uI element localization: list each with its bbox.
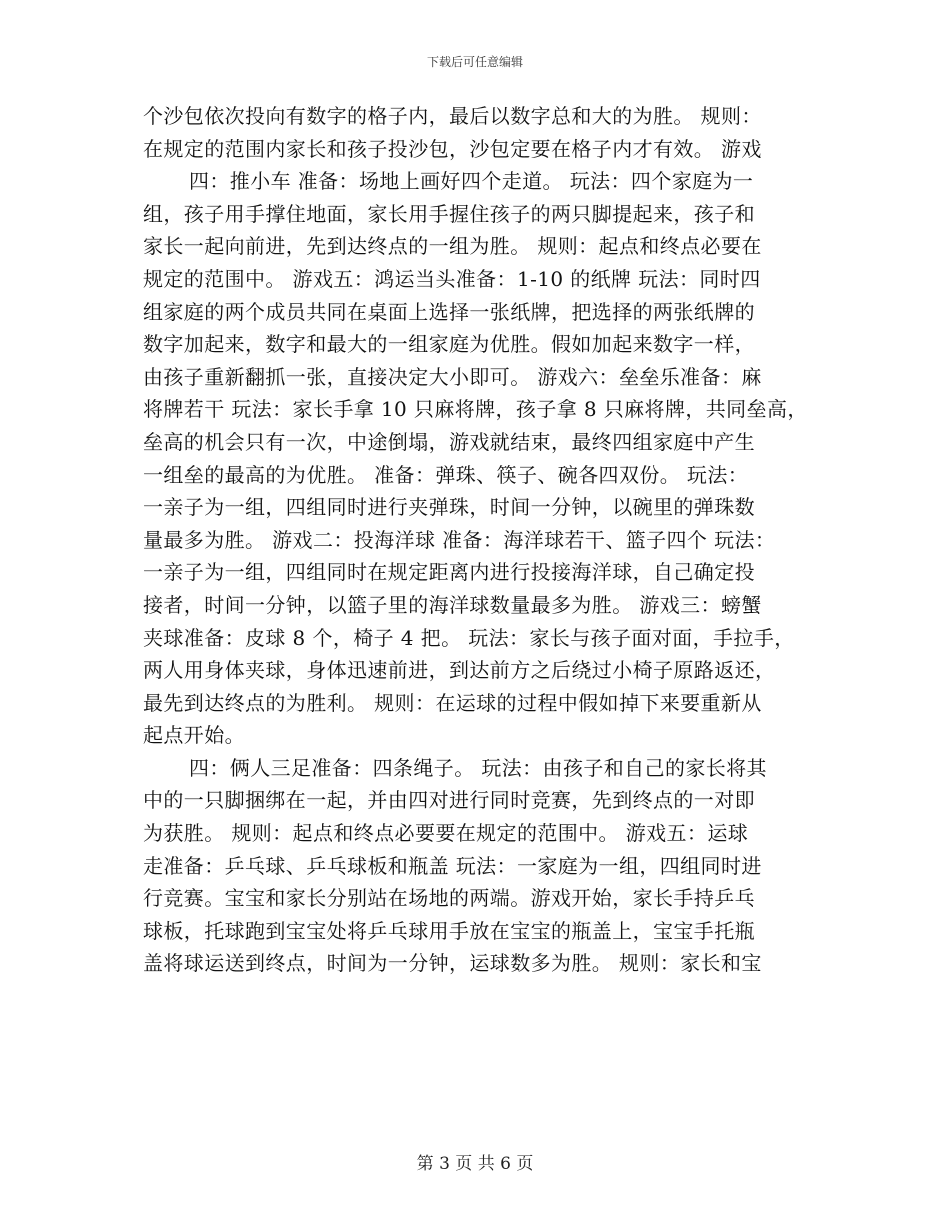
text-line: 为获胜。 规则：起点和终点必要要在规定的范围中。 游戏五：运球 bbox=[143, 821, 749, 846]
text-line: 四：俩人三足准备：四条绳子。 玩法：由孩子和自己的家长将其 bbox=[189, 755, 767, 780]
text-line: 家长一起向前进，先到达终点的一组为胜。 规则：起点和终点必要在 bbox=[143, 234, 762, 259]
text-line: 接者，时间一分钟，以篮子里的海洋球数量最多为胜。 游戏三：螃蟹 bbox=[143, 592, 762, 617]
text-line: 个沙包依次投向有数字的格子内，最后以数字总和大的为胜。 规则： bbox=[143, 104, 762, 128]
text-line: 两人用身体夹球，身体迅速前进，到达前方之后绕过小椅子原路返还， bbox=[143, 658, 776, 683]
page-header: 下载后可任意编辑 bbox=[426, 55, 523, 69]
document-body bbox=[143, 100, 813, 980]
text-line: 走准备：乒乓球、乒乓球板和瓶盖 玩法：一家庭为一组，四组同时进 bbox=[143, 853, 762, 878]
text-line: 起点开始。 bbox=[143, 723, 245, 748]
text-line: 量最多为胜。 游戏二：投海洋球 准备：海洋球若干、篮子四个 玩法： bbox=[143, 527, 776, 552]
text-line: 一组垒的最高的为优胜。 准备：弹珠、筷子、碗各四双份。 玩法： bbox=[143, 462, 749, 487]
text-line: 夹球准备：皮球 8 个，椅子 4 把。 玩法：家长与孩子面对面，手拉手， bbox=[143, 625, 795, 650]
text-line: 球板，托球跑到宝宝处将乒乓球用手放在宝宝的瓶盖上，宝宝手托瓶 bbox=[143, 918, 755, 943]
page-footer: 第 3 页 共 6 页 bbox=[416, 1154, 534, 1174]
text-line: 将牌若干 玩法：家长手拿 10 只麻将牌，孩子拿 8 只麻将牌，共同垒高， bbox=[143, 397, 808, 422]
text-line: 一亲子为一组，四组同时进行夹弹珠，时间一分钟，以碗里的弹珠数 bbox=[143, 495, 755, 520]
text-line: 组家庭的两个成员共同在桌面上选择一张纸牌，把选择的两张纸牌的 bbox=[143, 299, 755, 324]
text-line: 数字加起来，数字和最大的一组家庭为优胜。假如加起来数字一样， bbox=[143, 332, 755, 357]
text-line: 由孩子重新翻抓一张，直接决定大小即可。 游戏六：垒垒乐准备：麻 bbox=[143, 364, 762, 389]
text-line: 规定的范围中。 游戏五：鸿运当头准备：1-10 的纸牌 玩法：同时四 bbox=[143, 266, 761, 291]
text-line: 组，孩子用手撑住地面，家长用手握住孩子的两只脚提起来，孩子和 bbox=[143, 201, 755, 226]
text-line: 一亲子为一组，四组同时在规定距离内进行投接海洋球，自己确定投 bbox=[143, 560, 755, 585]
text-line: 行竞赛。宝宝和家长分别站在场地的两端。游戏开始，家长手持乒乓 bbox=[143, 886, 755, 911]
text-line: 盖将球运送到终点，时间为一分钟，运球数多为胜。 规则：家长和宝 bbox=[143, 951, 762, 976]
text-line: 中的一只脚捆绑在一起，并由四对进行同时竞赛，先到终点的一对即 bbox=[143, 788, 755, 813]
text-line: 四：推小车 准备：场地上画好四个走道。 玩法：四个家庭为一 bbox=[189, 169, 754, 194]
text-line: 垒高的机会只有一次，中途倒塌，游戏就结束，最终四组家庭中产生 bbox=[143, 429, 755, 454]
text-line: 在规定的范围内家长和孩子投沙包，沙包定要在格子内才有效。 游戏 bbox=[143, 136, 762, 161]
text-line: 最先到达终点的为胜利。 规则：在运球的过程中假如掉下来要重新从 bbox=[143, 690, 762, 715]
